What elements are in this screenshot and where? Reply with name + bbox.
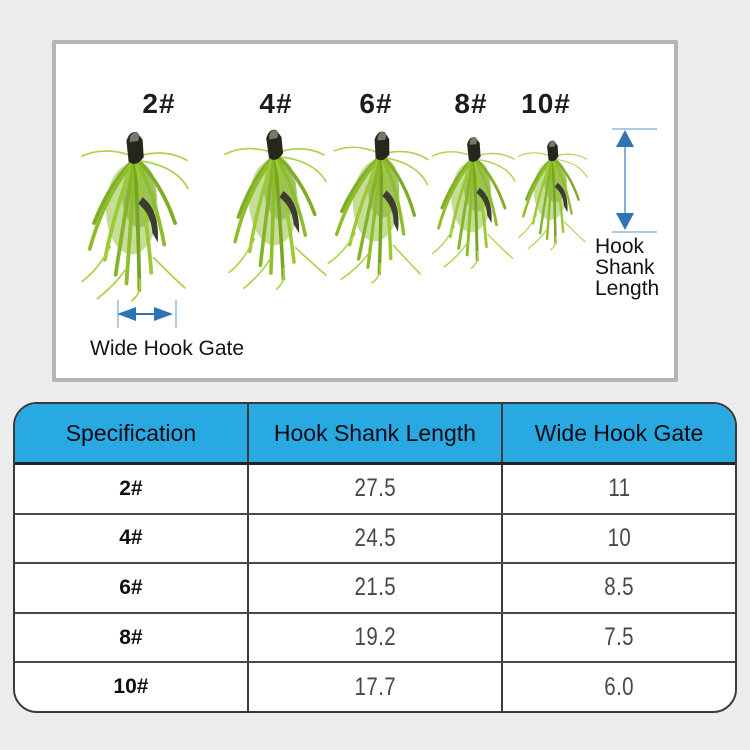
row-gate: 10 (501, 515, 735, 563)
feather-jig-6 (327, 129, 430, 285)
size-label-6: 6# (359, 88, 393, 119)
shank-bottom-tick-line (612, 231, 657, 233)
shank-length-label (595, 236, 659, 299)
gate-right-tick-line (175, 300, 177, 328)
gate-width-arrow-icon (117, 307, 173, 321)
table-row (15, 562, 735, 612)
table-row (15, 612, 735, 662)
row-spec: 2# (119, 476, 143, 500)
table-row (15, 513, 735, 563)
row-spec: 4# (119, 526, 143, 550)
spec-table (13, 402, 737, 713)
shank-label-line3: Length (595, 277, 660, 300)
row-shank: 24.5 (247, 515, 501, 563)
shank-label-line1: Hook (595, 235, 645, 258)
row-shank: 27.5 (247, 465, 501, 513)
row-shank: 19.2 (247, 614, 501, 662)
size-label-10: 10# (521, 88, 571, 119)
row-spec: 10# (113, 675, 149, 699)
row-shank: 21.5 (247, 564, 501, 612)
feather-jig-4 (224, 128, 329, 291)
feather-jig-10 (518, 141, 587, 250)
feather-jig-8 (433, 137, 515, 268)
shank-length-arrow-icon (614, 130, 636, 230)
row-spec: 8# (119, 625, 143, 649)
row-shank: 17.7 (247, 663, 501, 711)
size-label-4: 4# (259, 88, 293, 119)
header-hook-gate: Wide Hook Gate (501, 404, 735, 462)
size-label-2: 2# (142, 88, 176, 119)
row-spec: 6# (119, 575, 143, 599)
photo-panel (52, 40, 678, 382)
feather-jig-photos (56, 44, 674, 378)
table-row (15, 465, 735, 513)
row-gate: 7.5 (501, 614, 735, 662)
gate-width-label: Wide Hook Gate (90, 337, 245, 360)
header-shank-length: Hook Shank Length (247, 404, 501, 462)
header-specification: Specification (65, 419, 197, 446)
row-gate: 8.5 (501, 564, 735, 612)
table-row (15, 661, 735, 711)
size-label-8: 8# (454, 88, 488, 119)
table-header-row (15, 404, 735, 465)
feather-jig-2 (82, 132, 188, 301)
shank-label-line2: Shank (595, 256, 655, 279)
row-gate: 6.0 (501, 663, 735, 711)
row-gate: 11 (501, 465, 735, 513)
